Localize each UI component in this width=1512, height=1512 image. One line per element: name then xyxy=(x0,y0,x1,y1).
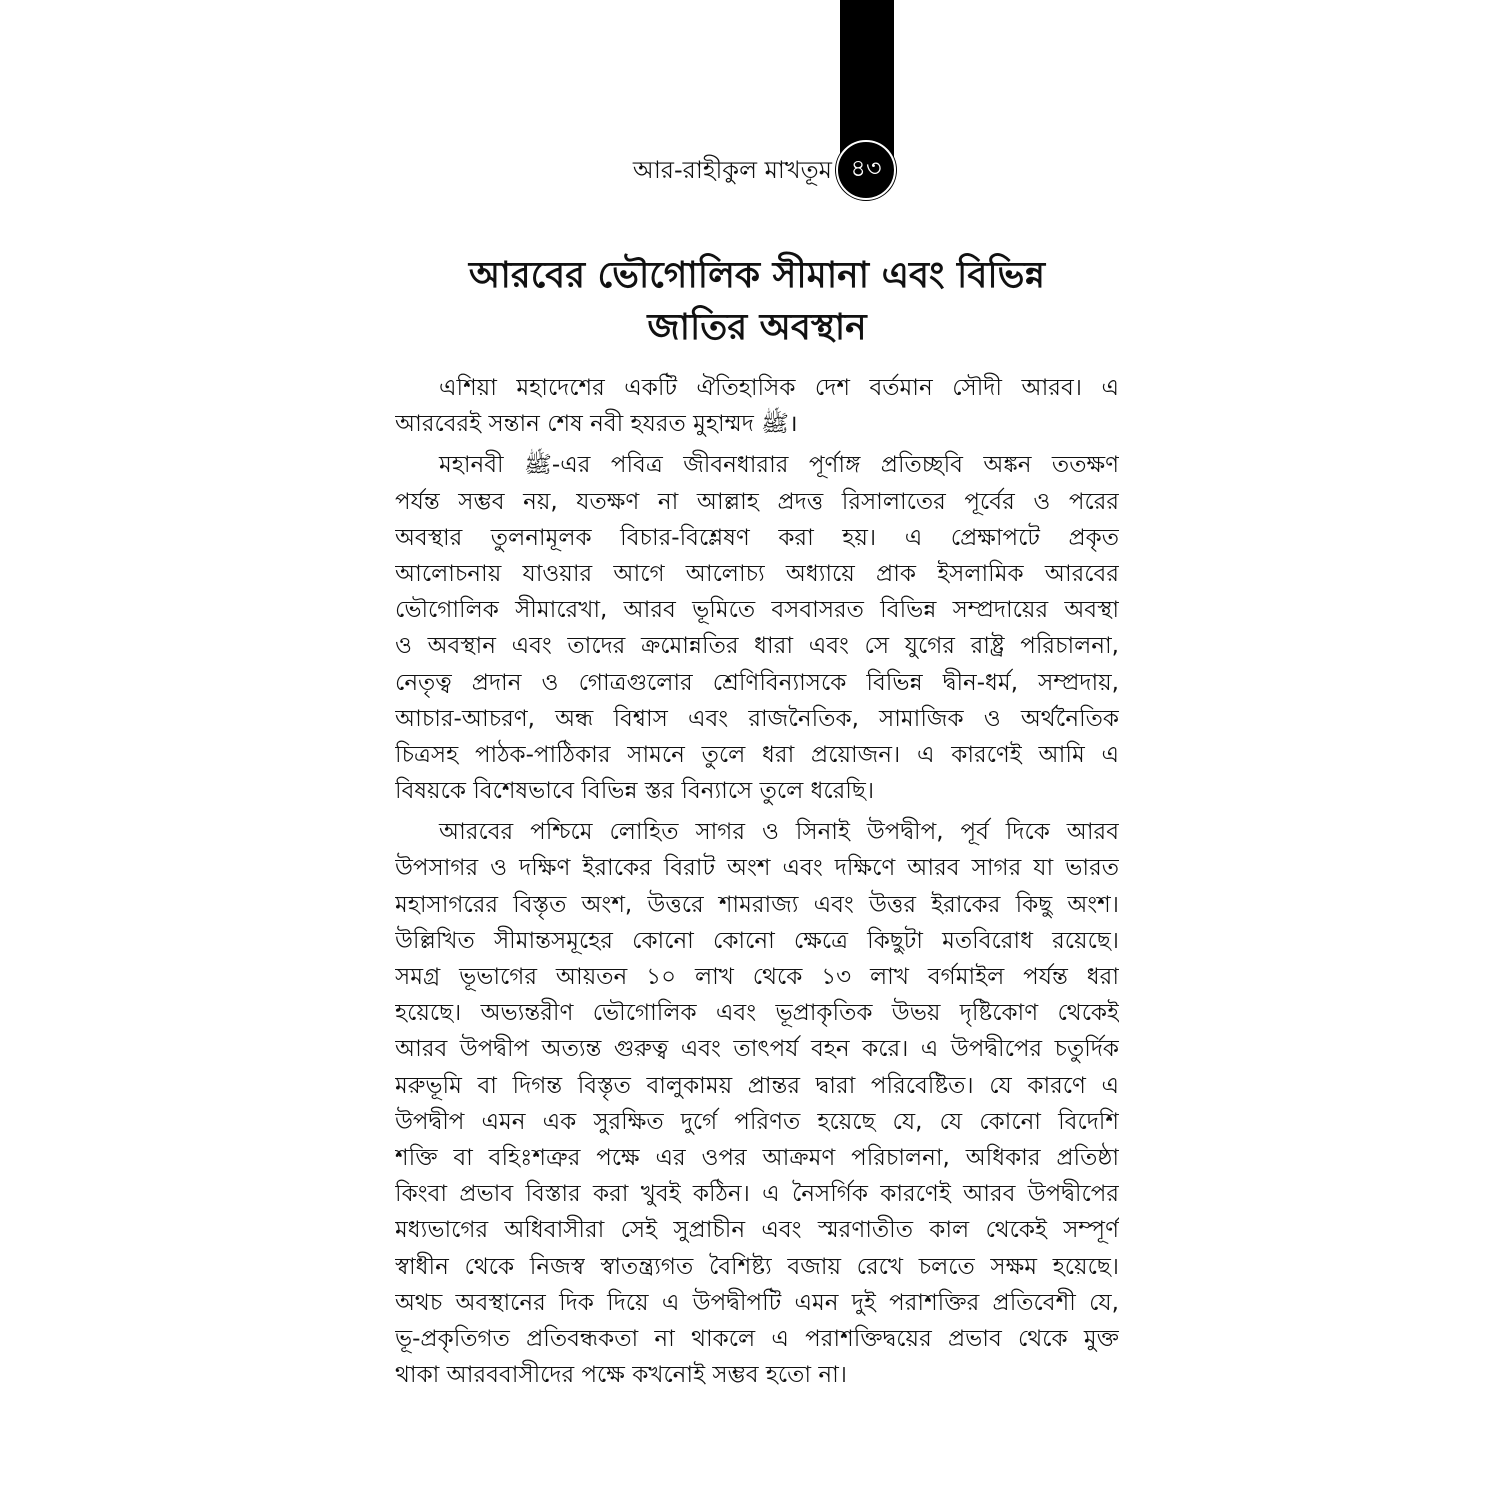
running-title: আর-রাহীকুল মাখতূম xyxy=(632,156,832,184)
chapter-title xyxy=(395,250,1119,354)
text-line: বিষয়কে বিশেষভাবে বিভিন্ন স্তর বিন্যাসে তুলে ধরেছি। xyxy=(395,778,875,805)
body-text xyxy=(395,370,1119,1398)
text-line: ভৌগোলিক সীমারেখা, আরব ভূমিতে বসবাসরত বিভিন্ন সম্প্রদায়ের অবস্থা xyxy=(395,597,1119,624)
paragraph xyxy=(395,814,1119,1393)
text-line: অবস্থার তুলনামূলক বিচার-বিশ্লেষণ করা হয়। এ প্রেক্ষাপটে প্রকৃত xyxy=(395,524,1119,551)
text-line: মহাসাগরের বিস্তৃত অংশ, উত্তরে শামরাজ্য এবং উত্তর ইরাকের কিছু অংশ। xyxy=(395,891,1119,918)
text-line: উল্লিখিত সীমান্তসমূহের কোনো কোনো ক্ষেত্রে কিছুটা মতবিরোধ রয়েছে। xyxy=(395,927,1119,954)
text-line: সমগ্র ভূভাগের আয়তন ১০ লাখ থেকে ১৩ লাখ বর্গমাইল পর্যন্ত ধরা xyxy=(395,964,1119,990)
text-line: থাকা আরববাসীদের পক্ষে কখনোই সম্ভব হতো না। xyxy=(395,1362,848,1389)
text-line: আচার-আচরণ, অন্ধ বিশ্বাস এবং রাজনৈতিক, সামাজিক ও অর্থনৈতিক xyxy=(395,705,1119,732)
text-line: নেতৃত্ব প্রদান ও গোত্রগুলোর শ্রেণিবিন্যাসকে বিভিন্ন দ্বীন-ধর্ম, সম্প্রদায়, xyxy=(395,669,1119,696)
text-line: এশিয়া মহাদেশের একটি ঐতিহাসিক দেশ বর্তমান সৌদী আরব। এ xyxy=(439,375,1119,401)
text-line: শক্তি বা বহিঃশত্রুর পক্ষে এর ওপর আক্রমণ পরিচালনা, অধিকার প্রতিষ্ঠা xyxy=(395,1144,1119,1171)
text-line: হয়েছে। অভ্যন্তরীণ ভৌগোলিক এবং ভূপ্রাকৃতিক উভয় দৃষ্টিকোণ থেকেই xyxy=(395,1000,1119,1027)
text-line: আরব উপদ্বীপ অত্যন্ত গুরুত্ব এবং তাৎপর্য বহন করে। এ উপদ্বীপের চতুর্দিক xyxy=(395,1036,1119,1063)
chapter-title-line: জাতির অবস্থান xyxy=(647,307,867,348)
text-line: ও অবস্থান এবং তাদের ক্রমোন্নতির ধারা এবং সে যুগের রাষ্ট্র পরিচালনা, xyxy=(395,633,1119,660)
text-line: কিংবা প্রভাব বিস্তার করা খুবই কঠিন। এ নৈসর্গিক কারণেই আরব উপদ্বীপের xyxy=(395,1181,1119,1208)
chapter-title-line: আরবের ভৌগোলিক সীমানা এবং বিভিন্ন xyxy=(468,255,1046,296)
text-line: ভূ-প্রকৃতিগত প্রতিবন্ধকতা না থাকলে এ পরাশক্তিদ্বয়ের প্রভাব থেকে মুক্ত xyxy=(395,1325,1119,1352)
text-line: চিত্রসহ পাঠক-পাঠিকার সামনে তুলে ধরা প্রয়োজন। এ কারণেই আমি এ xyxy=(395,741,1119,768)
text-line: মধ্যভাগের অধিবাসীরা সেই সুপ্রাচীন এবং স্মরণাতীত কাল থেকেই সম্পূর্ণ xyxy=(395,1217,1119,1244)
text-line: আরবেরই সন্তান শেষ নবী হযরত মুহাম্মদ ﷺ। xyxy=(395,411,798,438)
paragraph xyxy=(395,370,1119,442)
text-line: পর্যন্ত সম্ভব নয়, যতক্ষণ না আল্লাহ প্রদত্ত রিসালাতের পূর্বের ও পরের xyxy=(395,488,1119,515)
text-line: অথচ অবস্থানের দিক দিয়ে এ উপদ্বীপটি এমন দুই পরাশক্তির প্রতিবেশী যে, xyxy=(395,1289,1119,1316)
text-line: স্বাধীন থেকে নিজস্ব স্বাতন্ত্র্যগত বৈশিষ্ট্য বজায় রেখে চলতে সক্ষম হয়েছে। xyxy=(395,1253,1119,1280)
text-line: আলোচনায় যাওয়ার আগে আলোচ্য অধ্যায়ে প্রাক ইসলামিক আরবের xyxy=(395,560,1119,587)
text-line: আরবের পশ্চিমে লোহিত সাগর ও সিনাই উপদ্বীপ, পূর্ব দিকে আরব xyxy=(439,819,1119,846)
paragraph xyxy=(395,447,1119,809)
text-line: উপসাগর ও দক্ষিণ ইরাকের বিরাট অংশ এবং দক্ষিণে আরব সাগর যা ভারত xyxy=(395,855,1119,882)
text-line: মহানবী ﷺ-এর পবিত্র জীবনধারার পূর্ণাঙ্গ প্রতিচ্ছবি অঙ্কন ততক্ষণ xyxy=(439,452,1119,479)
text-line: মরুভূমি বা দিগন্ত বিস্তৃত বালুকাময় প্রান্তর দ্বারা পরিবেষ্টিত। যে কারণে এ xyxy=(395,1072,1119,1099)
page-number: ৪৩ xyxy=(836,140,896,200)
text-line: উপদ্বীপ এমন এক সুরক্ষিত দুর্গে পরিণত হয়েছে যে, যে কোনো বিদেশি xyxy=(395,1108,1119,1135)
